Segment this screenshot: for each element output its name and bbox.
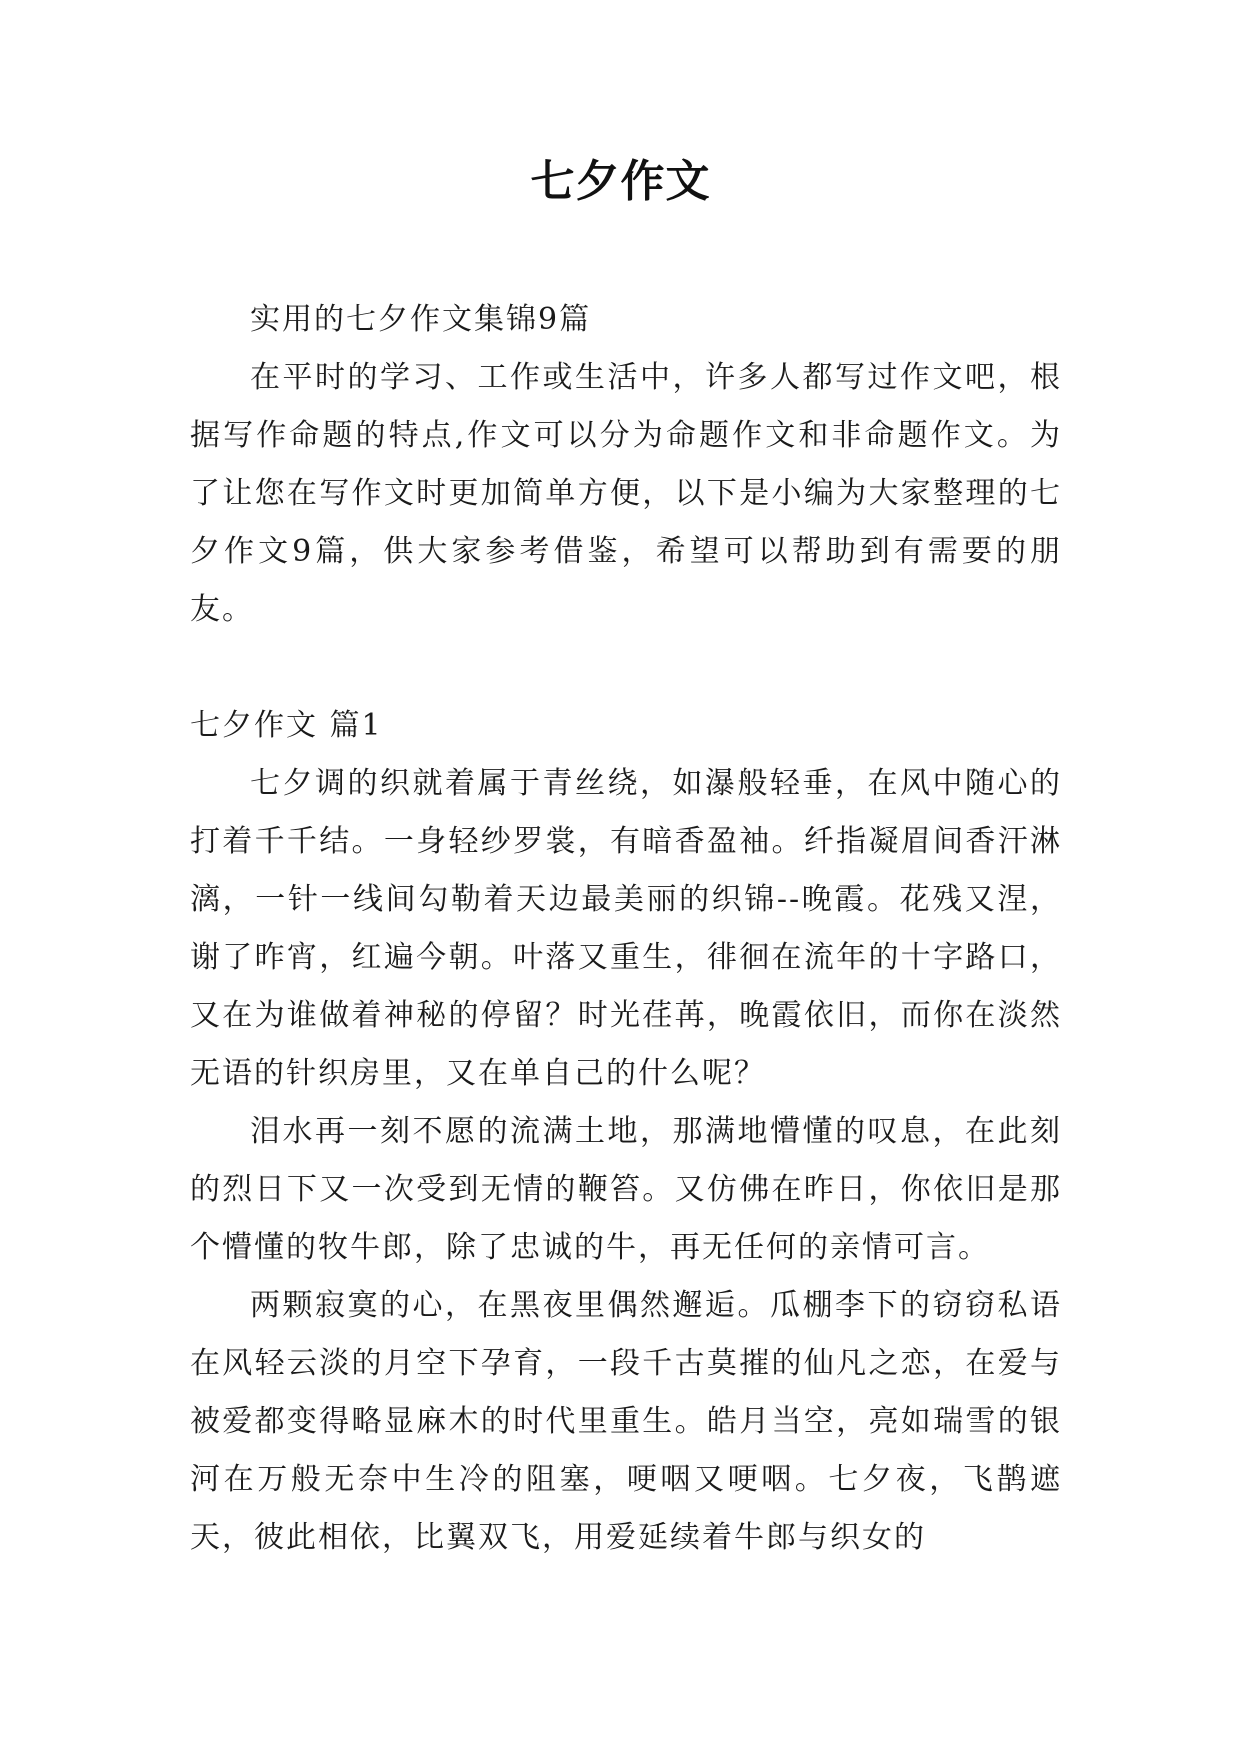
- section-1-heading: 七夕作文 篇1: [190, 708, 383, 743]
- section-1-paragraph: 七夕调的织就着属于青丝绕，如瀑般轻垂，在风中随心的打着千千结。一身轻纱罗裳，有暗香盈袖。纤指凝眉间香汗淋漓，一针一线间勾勒着天边最美丽的织锦--晚霞。花残又涅，谢了昨宵，红遍今朝。叶落又重生，徘徊在流年的十字路口，又在为谁做着神秘的停留？时光荏苒，晚霞依旧，而你在淡然无语的针织房里，又在单自己的什么呢？: [190, 766, 1062, 1091]
- intro-block: [190, 291, 1062, 639]
- section-1-paragraph: 泪水再一刻不愿的流满土地，那满地懵懂的叹息，在此刻的烈日下又一次受到无情的鞭笞。又仿佛在昨日，你依旧是那个懵懂的牧牛郎，除了忠诚的牛，再无任何的亲情可言。: [190, 1114, 1062, 1265]
- intro-heading: 实用的七夕作文集锦9篇: [250, 302, 592, 337]
- document-title: 七夕作文: [530, 156, 711, 207]
- section-1: [190, 697, 1062, 1567]
- section-1-paragraph: 两颗寂寞的心，在黑夜里偶然邂逅。瓜棚李下的窃窃私语在风轻云淡的月空下孕育，一段千古莫摧的仙凡之恋，在爱与被爱都变得略显麻木的时代里重生。皓月当空，亮如瑞雪的银河在万般无奈中生冷的阻塞，哽咽又哽咽。七夕夜，飞鹊遮天，彼此相依，比翼双飞，用爱延续着牛郎与织女的: [190, 1288, 1062, 1555]
- intro-paragraph: 在平时的学习、工作或生活中，许多人都写过作文吧，根据写作命题的特点,作文可以分为命题作文和非命题作文。为了让您在写作文时更加简单方便，以下是小编为大家整理的七夕作文9篇，供大家参考借鉴，希望可以帮助到有需要的朋友。: [190, 360, 1062, 627]
